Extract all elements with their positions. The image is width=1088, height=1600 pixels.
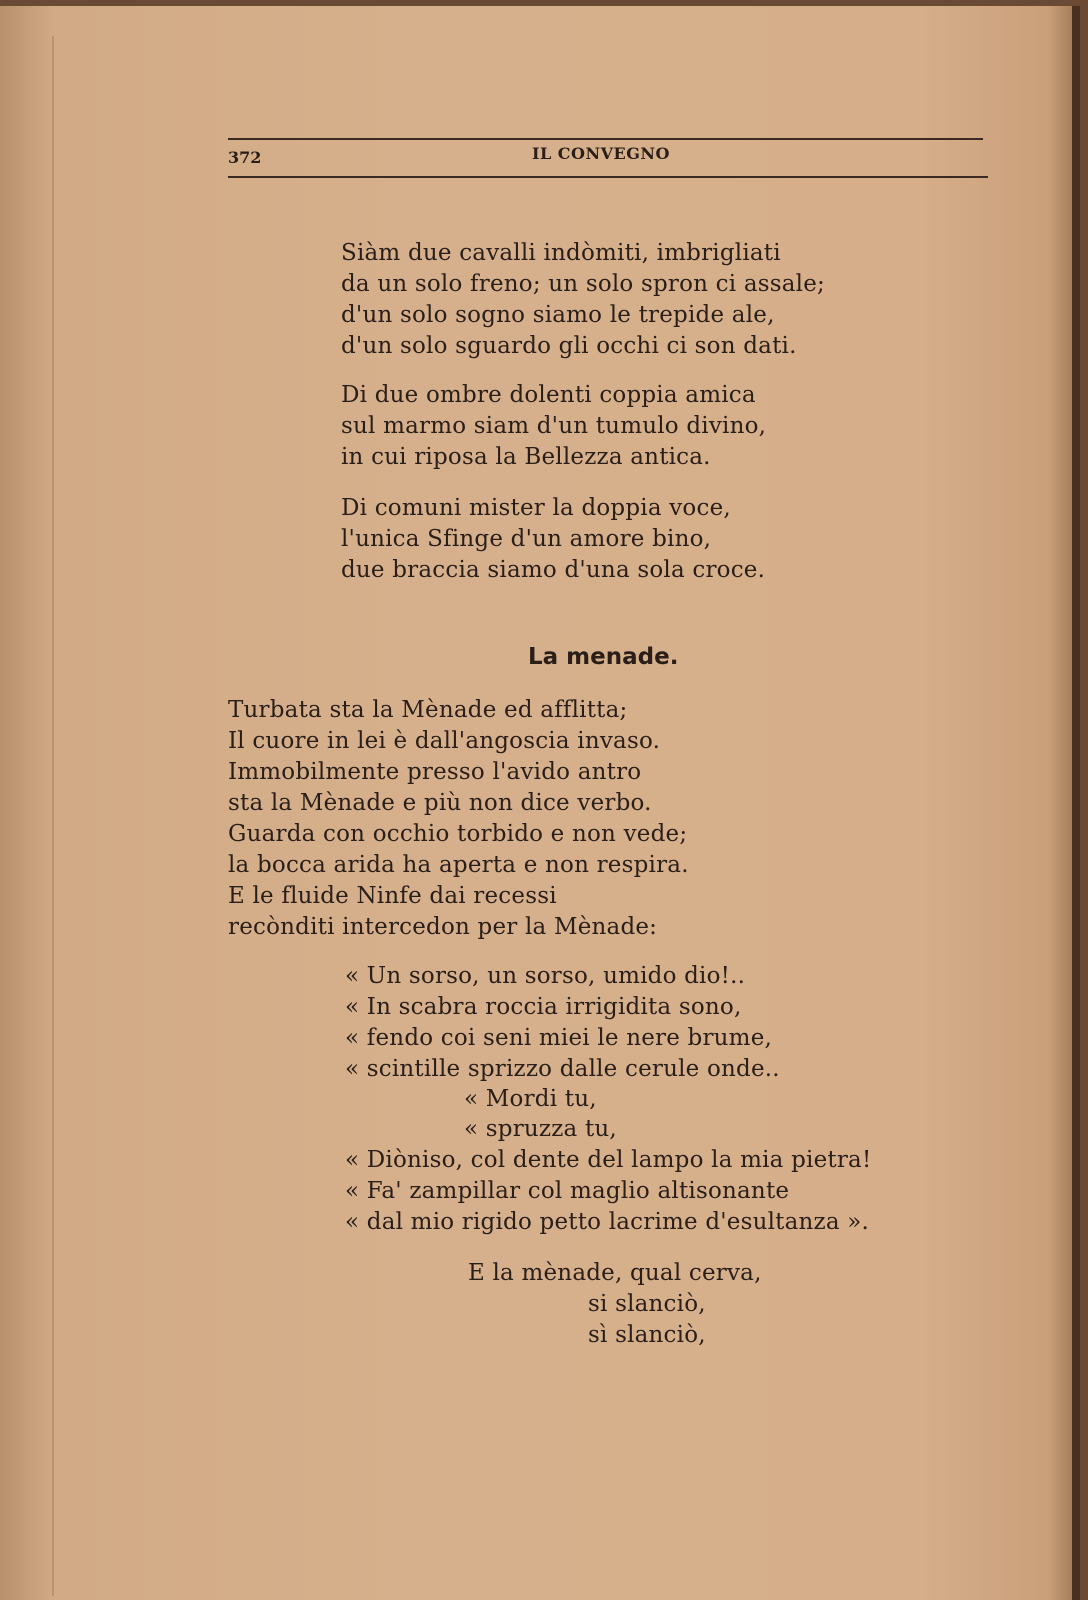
verse-line: Siàm due cavalli indòmiti, imbrigliati bbox=[341, 240, 781, 266]
verse-line: due braccia siamo d'una sola croce. bbox=[341, 557, 766, 583]
header-rule-bottom bbox=[228, 176, 988, 178]
verse-line: Immobilmente presso l'avido antro bbox=[228, 759, 642, 785]
poem-title: La menade. bbox=[528, 644, 679, 670]
verse-line: « fendo coi seni miei le nere brume, bbox=[345, 1025, 773, 1051]
verse-line: l'unica Sfinge d'un amore bino, bbox=[341, 526, 712, 552]
verse-line: « Fa' zampillar col maglio altisonante bbox=[345, 1178, 790, 1204]
verse-line: « In scabra roccia irrigidita sono, bbox=[345, 994, 742, 1020]
verse-line: Il cuore in lei è dall'angoscia invaso. bbox=[228, 728, 661, 754]
verse-line: E la mènade, qual cerva, bbox=[468, 1260, 762, 1286]
verse-line: Di due ombre dolenti coppia amica bbox=[341, 382, 756, 408]
verse-line: recònditi intercedon per la Mènade: bbox=[228, 914, 658, 940]
running-title: IL CONVEGNO bbox=[532, 144, 670, 163]
verse-line: in cui riposa la Bellezza antica. bbox=[341, 444, 711, 470]
verse-line: « spruzza tu, bbox=[464, 1116, 617, 1142]
verse-line: « scintille sprizzo dalle cerule onde.. bbox=[345, 1056, 780, 1082]
verse-line: Di comuni mister la doppia voce, bbox=[341, 495, 731, 521]
verse-line: si slanciò, bbox=[588, 1291, 706, 1317]
page-number: 372 bbox=[228, 148, 262, 167]
verse-line: sul marmo siam d'un tumulo divino, bbox=[341, 413, 767, 439]
verse-line: d'un solo sogno siamo le trepide ale, bbox=[341, 302, 775, 328]
verse-line: d'un solo sguardo gli occhi ci son dati. bbox=[341, 333, 797, 359]
verse-line: E le fluide Ninfe dai recessi bbox=[228, 883, 557, 909]
verse-line: sì slanciò, bbox=[588, 1322, 706, 1348]
verse-line: Turbata sta la Mènade ed afflitta; bbox=[228, 697, 628, 723]
verse-line: « Diòniso, col dente del lampo la mia pietra! bbox=[345, 1147, 872, 1173]
page-gutter-shadow bbox=[52, 36, 54, 1596]
header-rule-top bbox=[228, 138, 983, 140]
verse-line: « Un sorso, un sorso, umido dio!.. bbox=[345, 963, 746, 989]
page-edge bbox=[1072, 6, 1080, 1600]
verse-line: da un solo freno; un solo spron ci assale; bbox=[341, 271, 825, 297]
book-page bbox=[0, 6, 1080, 1600]
verse-line: Guarda con occhio torbido e non vede; bbox=[228, 821, 688, 847]
verse-line: sta la Mènade e più non dice verbo. bbox=[228, 790, 652, 816]
running-header bbox=[228, 134, 988, 180]
verse-line: la bocca arida ha aperta e non respira. bbox=[228, 852, 689, 878]
verse-line: « dal mio rigido petto lacrime d'esultanza ». bbox=[345, 1209, 870, 1235]
verse-line: « Mordi tu, bbox=[464, 1086, 597, 1112]
